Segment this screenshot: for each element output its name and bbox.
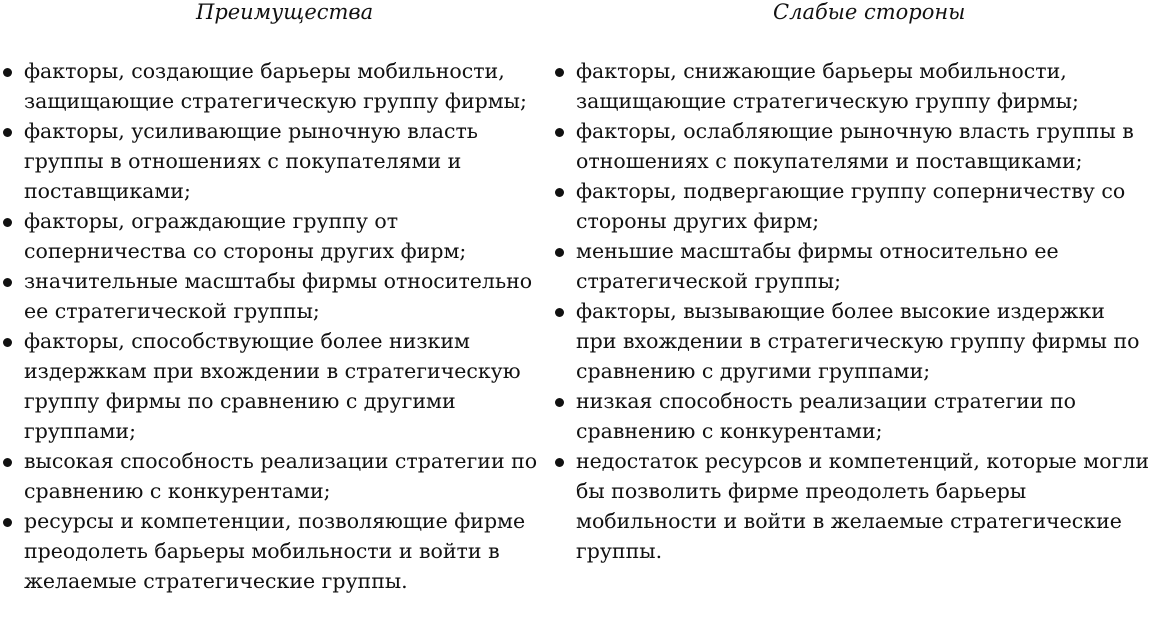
weaknesses-list — [552, 56, 1151, 566]
list-item — [552, 296, 1151, 386]
list-item-text: факторы, ослабляющие рыночную власть группы в отношениях с покупателями и поставщиками; — [576, 119, 1134, 173]
bullet-icon — [555, 188, 564, 197]
bullet-icon — [3, 458, 12, 467]
bullet-icon — [555, 458, 564, 467]
list-item — [552, 386, 1151, 446]
list-item-text: низкая способность реализации стратегии по сравнению с конкурентами; — [576, 389, 1076, 443]
bullet-icon — [3, 68, 12, 77]
advantages-title: Преимущества — [196, 0, 374, 24]
list-item — [0, 266, 548, 326]
list-item-text: недостаток ресурсов и компетенций, которые могли бы позволить фирме преодолеть барьеры мобильности и войти в желаемые стратегические группы. — [576, 449, 1150, 563]
list-item — [552, 236, 1151, 296]
list-item-text: ресурсы и компетенции, позволяющие фирме преодолеть барьеры мобильности и войти в желаемые стратегические группы. — [24, 509, 526, 593]
list-item — [552, 446, 1151, 566]
list-item — [552, 56, 1151, 116]
list-item-text: факторы, создающие барьеры мобильности, защищающие стратегическую группу фирмы; — [24, 59, 527, 113]
bullet-icon — [555, 308, 564, 317]
bullet-icon — [555, 68, 564, 77]
bullet-icon — [555, 248, 564, 257]
list-item — [0, 326, 548, 446]
list-item-text: факторы, ограждающие группу от соперничества со стороны других фирм; — [24, 209, 467, 263]
list-item — [0, 446, 548, 506]
list-item-text: значительные масштабы фирмы относительно ее стратегической группы; — [24, 269, 533, 323]
list-item-text: факторы, снижающие барьеры мобильности, защищающие стратегическую группу фирмы; — [576, 59, 1079, 113]
list-item — [0, 206, 548, 266]
bullet-icon — [3, 128, 12, 137]
bullet-icon — [3, 518, 12, 527]
list-item — [0, 56, 548, 116]
advantages-list — [0, 56, 548, 596]
list-item-text: факторы, усиливающие рыночную власть группы в отношениях с покупателями и поставщиками; — [24, 119, 478, 203]
list-item — [0, 506, 548, 596]
bullet-icon — [555, 128, 564, 137]
list-item-text: меньшие масштабы фирмы относительно ее стратегической группы; — [576, 239, 1059, 293]
bullet-icon — [3, 278, 12, 287]
list-item-text: факторы, подвергающие группу соперничеству со стороны других фирм; — [576, 179, 1126, 233]
bullet-icon — [555, 398, 564, 407]
bullet-icon — [3, 218, 12, 227]
list-item — [552, 176, 1151, 236]
bullet-icon — [3, 338, 12, 347]
list-item — [0, 116, 548, 206]
weaknesses-title: Слабые стороны — [773, 0, 966, 24]
list-item-text: факторы, вызывающие более высокие издержки при вхождении в стратегическую группу фирмы по сравнению с другими группами; — [576, 299, 1140, 383]
list-item — [552, 116, 1151, 176]
list-item-text: высокая способность реализации стратегии по сравнению с конкурентами; — [24, 449, 538, 503]
list-item-text: факторы, способствующие более низким издержкам при вхождении в стратегическую группу фирмы по сравнению с другими группами; — [24, 329, 521, 443]
